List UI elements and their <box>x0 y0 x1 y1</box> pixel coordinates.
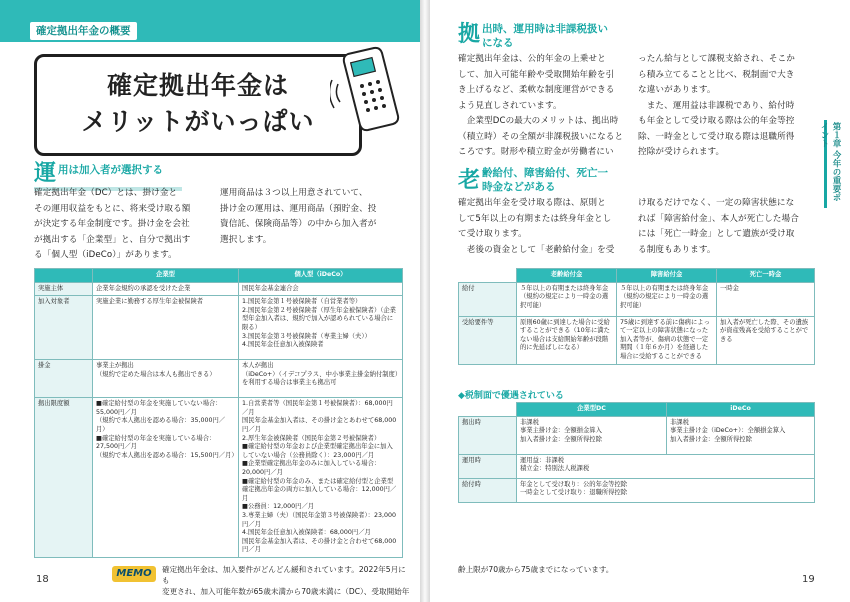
body-line: 選択します。 <box>220 234 272 245</box>
left-page <box>0 0 420 602</box>
memo-line: 変更され、加入可能年数が65歳未満から70歳未満に（DC）、受取開始年 <box>162 587 410 596</box>
memo-line: 確定拠出年金は、加入要件がどんどん緩和されています。2022年5月にも <box>162 565 406 585</box>
memo-text <box>162 564 412 597</box>
table-row <box>35 282 403 296</box>
row-header: 掛金 <box>35 360 93 398</box>
heading-initial: 運 <box>34 161 57 186</box>
table-header-cell: 企業型 <box>93 269 239 283</box>
table-cell: 国民年金基金連合会 <box>239 282 403 296</box>
body-line: して5年以上の有期または終身年金とし <box>458 213 612 224</box>
table-header-row <box>459 403 815 417</box>
table-cell: 年金として受け取り：公的年金等控除 一時金として受け取り：退職所得控除 <box>517 478 815 502</box>
body-line: ら積み立てることと比べ、税制面で大き <box>638 69 795 80</box>
right-page <box>430 0 850 602</box>
page-number: 18 <box>36 574 49 585</box>
body-line: 資信託、保険商品等）の中から加入者が <box>220 219 377 229</box>
table-cell: 原則60歳に到達した場合に受給することができる（10年に満たない場合は支給開始年齢が段階的に先延ばしになる） <box>517 316 617 364</box>
table-header-cell <box>459 269 517 283</box>
body-line: る「個人型（iDeCo）」があります。 <box>34 250 177 260</box>
table-header-cell: 個人型（iDeCo） <box>239 269 403 283</box>
side-tab-label: 第１章 今年の重要ポイント <box>819 122 841 202</box>
table-cell: 非課税 事業主掛け金（iDeCo+）：全額損金算入 加入者掛け金：全額所得控除 <box>667 416 815 454</box>
title-line-1: 確定拠出年金は <box>106 71 289 100</box>
chapter-side-tab <box>819 118 846 208</box>
tax-table <box>458 402 815 503</box>
body-line: 確定拠出年金（DC）とは、掛け金と <box>34 188 178 198</box>
table-header-cell: iDeCo <box>667 403 815 417</box>
body-line: （積立時）その全額が非課税扱いになると <box>458 131 624 142</box>
table-cell: 75歳に到達する前に傷病によって一定以上の障害状態になった加入者等が、傷病の状態で一定期間（１年６か月）を経過した場合に受給することができる <box>617 316 717 364</box>
body-line: その運用収益をもとに、将来受け取る額 <box>34 203 191 214</box>
table-header-row <box>459 269 815 283</box>
body-line: る制度もあります。 <box>638 244 716 255</box>
table-header-row <box>35 269 403 283</box>
body-column-2 <box>638 196 814 258</box>
body-line: 確定拠出年金を受け取る際は、原則と <box>458 198 606 208</box>
table-cell: ■確定給付型の年金を実施していない場合：55,000円／月 （規約で本人拠出を認める場合：35,000円／月） ■確定給付型の年金を実施している場合：27,500円／月 （規約で本人拠出を認める場合：15,500円／月） <box>93 398 239 558</box>
heading-text: 出時、運用時は非課税扱い <box>482 23 608 35</box>
body-line: ころです。財形や積立貯金が労働者にい <box>458 147 614 157</box>
table-cell: ５年以上の有期または終身年金（規約の規定により一時金の選択可能） <box>517 282 617 316</box>
row-header: 拠出限度額 <box>35 398 93 558</box>
body-line: れば「障害給付金」、本人が死亡した場合 <box>638 213 799 224</box>
table-cell: 実施企業に勤務する厚生年金被保険者 <box>93 296 239 360</box>
body-column-2 <box>638 52 814 161</box>
table-cell: 一時金 <box>717 282 815 316</box>
table-row <box>459 416 815 454</box>
memo-continuation: 齢上限が70歳から75歳までになっています。 <box>458 565 614 574</box>
tax-heading: ◆税制面で優遇されている <box>458 391 564 401</box>
row-header: 運用時 <box>459 454 517 478</box>
phone-illustration <box>330 44 410 144</box>
table-header-cell <box>35 269 93 283</box>
body-line: 除、一時金として受け取る際は退職所得 <box>638 131 795 142</box>
heading-text: 時金などがある <box>482 181 556 193</box>
row-header: 加入対象者 <box>35 296 93 360</box>
heading-text: になる <box>482 37 514 49</box>
body-line: 老後の資金として「老齢給付金」を受 <box>458 244 615 255</box>
body-line: け取るだけでなく、一定の障害状態にな <box>638 198 795 208</box>
title-line-2: メリットがいっぱい <box>81 107 315 136</box>
table-header-cell: 企業型DC <box>517 403 667 417</box>
row-header: 拠出時 <box>459 416 517 454</box>
table-cell: 1.国民年金第１号被保険者（自営業者等） 2.国民年金第２号被保険者（厚生年金被保険者）（企業型年金加入者は、規約で加入が認められている場合に限る） 3.国民年金第３号被保険者（専業主婦（夫）） 4.国民年金任意加入被保険者 <box>239 296 403 360</box>
table-cell: 本人が拠出 （iDeCo+）（イデコプラス、中小事業主掛金納付制度）を利用する場合は事業主も拠出可 <box>239 360 403 398</box>
row-header: 受給要件等 <box>459 316 517 364</box>
table-row <box>35 398 403 558</box>
body-line: き上げるなど、柔軟な制度運営ができる <box>458 85 615 95</box>
body-line: な違いがあります。 <box>638 85 716 95</box>
body-line: して、加入可能年齢や受取開始年齢を引 <box>458 69 615 80</box>
table-cell: 1.自営業者等（国民年金第１号被保険者）：68,000円／月 国民年金基金加入者は、その掛け金とあわせて68,000円／月 2.厚生年金被保険者（国民年金第２号被保険者） ■確定給付型の年金および企業型確定拠出年金に加入していない場合（公務員除く）：23,000円／月 ■企業型確定拠出年金のみに加入している場合：20,000円／月 ■確定給付型の年金のみ、または確定給付型と企業型確定拠出年金の両方に加入している場合：12,000円／月 ■公務員：12,000円／月 3.専業主婦（夫）（国民年金第３号被保険者）：23,000円／月 4.国民年金任意加入被保険者：68,000円／月 国民年金基金加入者は、その掛け金と合わせて68,000円／月 <box>239 398 403 558</box>
body-line: には「死亡一時金」として遺族が受け取 <box>638 229 795 239</box>
benefit-table <box>458 268 815 365</box>
heading-text: 用は加入者が選択する <box>58 164 163 176</box>
body-line: また、運用益は非課税であり、給付時 <box>638 100 795 111</box>
table-header-cell <box>459 403 517 417</box>
body-line: 控除が受けられます。 <box>638 147 725 157</box>
table-row <box>459 478 815 502</box>
body-line: 企業型DCの最大のメリットは、拠出時 <box>458 116 619 126</box>
table-row <box>35 360 403 398</box>
table-cell: 事業主が拠出 （規約で定めた場合は本人も拠出できる） <box>93 360 239 398</box>
body-line: も年金として受け取る際は公的年金等控 <box>638 116 795 126</box>
table-header-cell: 死亡一時金 <box>717 269 815 283</box>
table-header-cell: 障害給付金 <box>617 269 717 283</box>
table-row <box>35 296 403 360</box>
table-header-cell: 老齢給付金 <box>517 269 617 283</box>
table-cell: ５年以上の有期または終身年金（規約の規定により一時金の選択可能） <box>617 282 717 316</box>
memo-badge: MEMO <box>112 566 156 582</box>
heading-text: 齢給付、障害給付、死亡一 <box>482 167 608 179</box>
body-line: て受け取ります。 <box>458 229 527 239</box>
body-line: よう見直しされています。 <box>458 100 562 111</box>
table-row <box>459 316 815 364</box>
table-cell: 非課税 事業主掛け金：全額損金算入 加入者掛け金：全額所得控除 <box>517 416 667 454</box>
row-header: 給付 <box>459 282 517 316</box>
table-row <box>459 282 815 316</box>
body-line: が決定する年金制度です。掛け金を会社 <box>34 219 190 229</box>
heading-initial: 拠 <box>458 22 481 47</box>
body-line: 運用商品は３つ以上用意されていて、 <box>220 188 368 198</box>
dc-comparison-table <box>34 268 403 558</box>
body-line: ったん給与として課税支給され、そこか <box>638 54 796 64</box>
body-line: 確定拠出年金は、公的年金の上乗せと <box>458 54 606 64</box>
row-header: 実施主体 <box>35 282 93 296</box>
book-gutter <box>420 0 430 602</box>
table-row <box>459 454 815 478</box>
table-cell: 運用益：非課税 積立金：特別法人税課税 <box>517 454 815 478</box>
section-label: 確定拠出年金の概要 <box>30 22 137 40</box>
table-cell: 企業年金規約の承認を受けた企業 <box>93 282 239 296</box>
page-number: 19 <box>802 574 815 585</box>
table-cell: 加入者が死亡した際、その遺族が資産残高を受給することができる <box>717 316 815 364</box>
body-column-1 <box>458 196 630 258</box>
body-line: が拠出する「企業型」と、自分で拠出す <box>34 234 191 245</box>
row-header: 給付時 <box>459 478 517 502</box>
body-column-1 <box>458 52 630 161</box>
body-column-1 <box>34 186 212 264</box>
title-box <box>34 54 362 156</box>
body-column-2 <box>220 186 400 248</box>
body-line: 掛け金の運用は、運用商品（預貯金、投 <box>220 203 377 214</box>
heading-initial: 老 <box>458 168 481 193</box>
